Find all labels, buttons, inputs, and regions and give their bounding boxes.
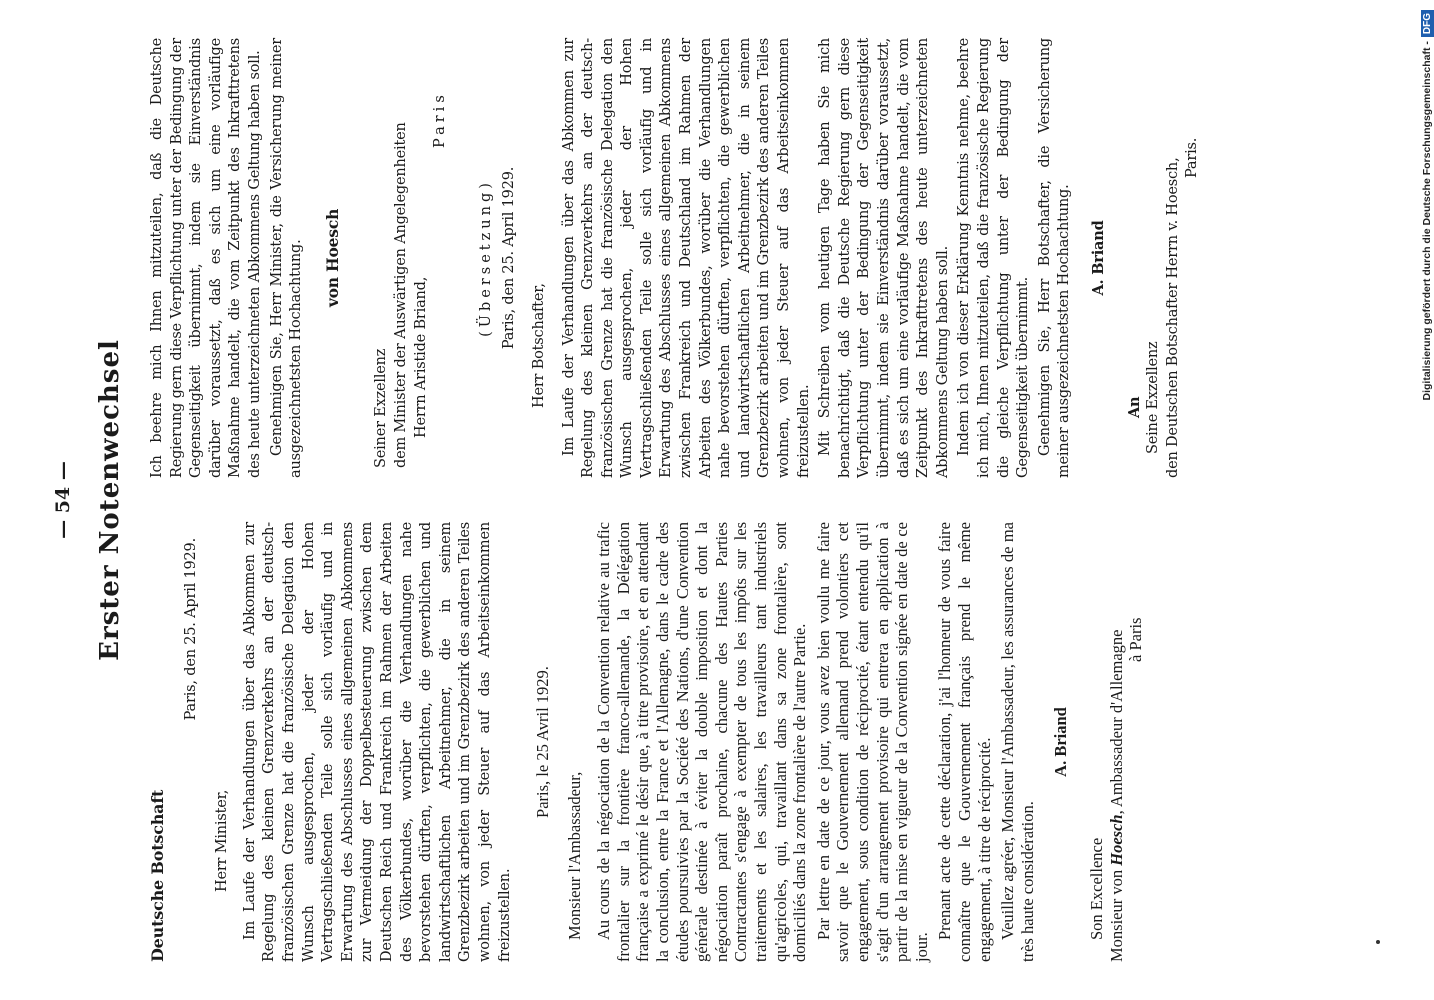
date-translation: Paris, den 25. April 1929. xyxy=(501,166,518,350)
page-title: Erster Notenwechsel xyxy=(95,339,125,661)
right-column xyxy=(148,38,1203,478)
addressee-name: Hoesch xyxy=(1106,814,1126,866)
translation-paragraph: Indem ich von dieser Erklärung Kenntnis nehme, beehre ich mich, Ihnen mitzuteilen, daß die französische Regierung die gleiche Verpflichtung unter der Bedingung der Gegenseitigkeit übernimmt. xyxy=(956,38,1032,478)
date-german: Paris, den 25. April 1929. xyxy=(182,538,199,721)
addressee-line: à Paris xyxy=(1126,617,1146,662)
letter-paragraph-french: Veuillez agréer, Monsieur l'Ambassadeur, les assurances de ma très haute considération. xyxy=(998,522,1037,962)
addressee-prefix: Monsieur von xyxy=(1106,869,1126,962)
recipient-city: Paris xyxy=(432,91,449,148)
signature-translation: A. Briand xyxy=(1089,220,1107,296)
sender-heading: Deutsche Botschaft xyxy=(148,789,167,962)
letter-body-german: Im Laufe der Verhandlungen über das Abkommen zur Regelung des kleinen Grenzverkehrs an der deutsch-französischen Grenze hat die französische Delegation den Wunsch ausgesprochen, jeder der Hohen Vertragschließenden Teile solle sich vorläufig und in Erwartung des Abschlusses eines allgemeinen Abkommens zur Vermeidung der Doppelbesteuerung zwischen dem Deutschen Reich und Frankreich im Rahmen der Arbeiten des Völkerbundes, worüber die Verhandlungen nahe bevorstehen dürften, verpflichten, die gewerblichen und landwirtschaftlichen Arbeitnehmer, die in seinem Grenzbezirk arbeiten und im Grenzbezirk des anderen Teiles wohnen, von jeder Steuer auf das Arbeitseinkommen freizustellen. xyxy=(241,522,513,962)
translation-paragraph: Genehmigen Sie, Herr Botschafter, die Versicherung meiner ausgezeichnetsten Hochachtung. xyxy=(1036,38,1073,478)
recipient-line: Seiner Exzellenz xyxy=(373,348,390,468)
closing-german: Genehmigen Sie, Herr Minister, die Versicherung meiner ausgezeichnetsten Hochachtung. xyxy=(268,38,305,478)
date-french: Paris, le 25 Avril 1929. xyxy=(533,666,553,818)
to-label: An xyxy=(1125,396,1143,418)
signature-german: von Hoesch xyxy=(322,208,342,308)
addressee-suffix: , Ambassadeur d'Allemagne xyxy=(1106,629,1126,815)
translation-paragraph: Im Laufe der Verhandlungen über das Abkommen zur Regelung des kleinen Grenzverkehrs an der deutsch-französischen Grenze hat die französische Delegation den Wunsch ausgesprochen, jeder der Hohen Vertragschließenden Teile solle sich vorläufig und in Erwartung des Abschlusses eines allgemeinen Abkommens zwischen Frankreich und Deutschland im Rahmen der Arbeiten des Völkerbundes, worüber die Verhandlungen nahe bevorstehen dürften, verpflichten, die gewerblichen und landwirtschaftlichen Arbeitnehmer, die in seinem Grenzbezirk arbeiten und im Grenzbezirk des anderen Teiles wohnen, von jeder Steuer auf das Arbeitseinkommen freizustellen. xyxy=(560,38,812,478)
to-line: Paris. xyxy=(1184,137,1201,178)
translation-heading: (Übersetzung) xyxy=(477,179,494,337)
scan-speck xyxy=(1376,940,1380,944)
signature-french: A. Briand xyxy=(1051,707,1071,777)
salutation-german: Herr Minister, xyxy=(214,789,231,892)
translation-paragraph: Mit Schreiben vom heutigen Tage haben Sie mich benachrichtigt, daß die Deutsche Regierung gern diese Verpflichtung unter der Bedingung der Gegenseitigkeit übernimmt, indem sie Einverständnis darüber voraussetzt, daß es sich um eine vorläufige Maßnahme handelt, die vom Zeitpunkt des Inkrafttretens des heute unterzeichneten Abkommens Geltung haben soll. xyxy=(817,38,951,478)
page-number: — 54 — xyxy=(52,461,74,539)
recipient-line: Herrn Aristide Briand, xyxy=(412,276,429,438)
salutation-french: Monsieur l'Ambassadeur, xyxy=(564,771,584,940)
to-line: Seine Exzellenz xyxy=(1145,341,1162,454)
letter-paragraph-french: Au cours de la négociation de la Convention relative au trafic frontalier sur la frontière franco-allemande, la Délégation française a exprimé le désir que, à titre provisoire, et en attendant la conclusion, entre la France et l'Allemagne, dans le cadre des études poursuivies par la Société des Nations, d'une Convention générale destinée à éviter la double imposition et dont la négociation paraît prochaine, chacune des Hautes Parties Contractantes s'engage à exempter de tous les impôts sur les traitements et les salaires, les travailleurs tant industriels qu'agricoles, qui, travaillant dans sa zone frontalière, sont domiciliés dans la zone frontalière de l'autre Partie. xyxy=(594,522,810,962)
letter-paragraph-french: Par lettre en date de ce jour, vous avez bien voulu me faire savoir que le Gouvernement allemand prend volontiers cet engagement, sous condition de réciprocité, étant entendu qu'il s'agit d'un arrangement provisoire qui entrera en application à partir de la mise en vigueur de la Convention signée en date de ce jour. xyxy=(813,522,931,962)
credit-text: Digitalisierung gefördert durch die Deutsche Forschungsgemeinschaft - xyxy=(1421,41,1433,401)
recipient-line: dem Minister der Auswärtigen Angelegenheiten xyxy=(392,122,409,468)
dfg-logo-icon: DFG xyxy=(1421,10,1434,37)
letter-paragraph-french: Prenant acte de cette déclaration, j'ai l'honneur de vous faire connaître que le Gouvernement français prend le même engagement, à titre de réciprocité. xyxy=(935,522,994,962)
addressee-line xyxy=(1107,522,1127,962)
left-column xyxy=(148,522,1146,962)
digitization-credit-text xyxy=(1418,10,1434,990)
digitization-credit xyxy=(1418,10,1434,990)
salutation-translation: Herr Botschafter, xyxy=(530,283,547,408)
addressee-line: Son Excellence xyxy=(1086,837,1106,940)
letter-body-german-continued: Ich beehre mich Ihnen mitzuteilen, daß die Deutsche Regierung gern diese Verpflichtung unter der Bedingung der Gegenseitigkeit übernimmt, indem sie Einverständnis darüber voraussetzt, daß es sich um eine vorläufige Maßnahme handelt, die vom Zeitpunkt des Inkrafttretens des heute unterzeichneten Abkommens Geltung haben soll. xyxy=(149,38,263,478)
to-line: den Deutschen Botschafter Herrn v. Hoesch, xyxy=(1164,157,1181,478)
